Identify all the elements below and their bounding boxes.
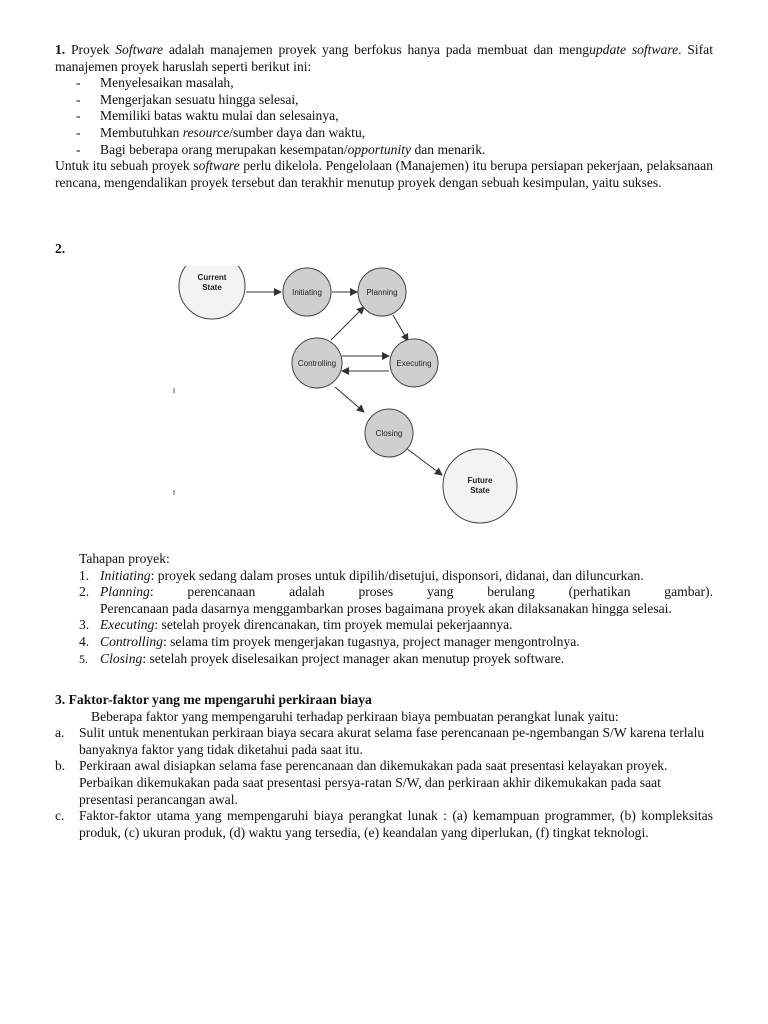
node-executing — [390, 339, 438, 387]
node-label: State — [202, 282, 222, 292]
node-label: Initiating — [292, 287, 322, 297]
section2-number: 2. — [55, 241, 66, 257]
list-item: 2. Planning: perencanaan adalah proses yang berulang (perhatikan gambar). Perencanaan pada dasarnya menggambarkan proses bagaimana proyek akan dilaksanakan hingga selesai. — [79, 584, 713, 616]
list-item: 1. Initiating: proyek sedang dalam proses untuk dipilih/disetujui, disponsori, didanai, dan diluncurkan. — [79, 567, 644, 583]
list-item: 3. Executing: setelah proyek direncanakan, tim proyek memulai pekerjaannya. — [79, 617, 513, 633]
node-initiating — [283, 268, 331, 316]
section1-intro: 1. Proyek Software adalah manajemen proyek yang berfokus hanya pada membuat dan mengupdate software. Sifat manajemen proyek haruslah seperti berikut ini: — [55, 42, 713, 74]
list-item: 4. Controlling: selama tim proyek mengerjakan tugasnya, project manager mengontrolnya. — [79, 633, 580, 649]
cost-factors-list — [55, 725, 713, 841]
tahapan-title: Tahapan proyek: — [79, 550, 170, 566]
node-future-state — [443, 449, 517, 523]
arrow-planning-to-executing — [393, 315, 408, 341]
section1-closing: Untuk itu sebuah proyek software perlu dikelola. Pengelolaan (Manajemen) itu berupa persiapan pekerjaan, pelaksanaan rencana, mengendalikan proyek tersebut dan terakhir menutup proyek dengan sebuah kesimpulan, yaitu sukses. — [55, 158, 713, 190]
list-item: - Bagi beberapa orang merupakan kesempatan/opportunity dan menarik. — [55, 142, 713, 159]
node-label: Current — [197, 272, 227, 282]
arrow-closing-to-future — [406, 448, 442, 475]
node-current-state — [179, 266, 245, 319]
properties-list — [55, 75, 713, 158]
list-item: - Membutuhkan resource/sumber daya dan waktu, — [55, 125, 713, 142]
arrow-controlling-to-closing — [335, 387, 364, 412]
section3-intro: Beberapa faktor yang mempengaruhi terhadap perkiraan biaya pembuatan perangkat lunak yaitu: — [91, 708, 619, 724]
node-label: Executing — [396, 358, 432, 368]
section3-title: 3. Faktor-faktor yang me mpengaruhi perkiraan biaya — [55, 692, 372, 708]
node-label: Planning — [366, 287, 398, 297]
phase-diagram-svg — [55, 266, 713, 551]
node-closing — [365, 409, 413, 457]
project-phase-diagram — [55, 266, 713, 551]
node-label: Closing — [375, 428, 403, 438]
list-item: - Memiliki batas waktu mulai dan selesainya, — [55, 108, 713, 125]
node-planning — [358, 268, 406, 316]
node-label: State — [470, 485, 490, 495]
document-page — [55, 42, 713, 841]
node-label: Controlling — [297, 358, 337, 368]
list-item: c. Faktor-faktor utama yang mempengaruhi biaya perangkat lunak : (a) kemampuan programmer, (b) kompleksitas produk, (c) ukuran produk, (d) waktu yang tersedia, (e) keandalan yang diperlukan, (f) tingkat teknologi. — [55, 808, 713, 840]
list-item: - Mengerjakan sesuatu hingga selesai, — [55, 92, 713, 109]
list-item: - Menyelesaikan masalah, — [55, 75, 713, 92]
arrow-controlling-to-planning — [331, 307, 364, 340]
list-item: b. Perkiraan awal disiapkan selama fase perencanaan dan dikemukakan pada saat presentasi kelayakan proyek. Perbaikan dikemukakan pada saat presentasi persya-ratan S/W, dan perkiraan akhir dikemukakan pada saat presentasi perancangan awal. — [55, 758, 668, 807]
list-item: 5. Closing: setelah proyek diselesaikan project manager akan menutup proyek software. — [79, 650, 565, 666]
list-item: a. Sulit untuk menentukan perkiraan biaya secara akurat selama fase perencanaan pe-ngembangan S/W karena terlalu banyaknya faktor yang tidak diketahui pada saat itu. — [55, 725, 705, 757]
phase-steps-list — [55, 568, 713, 668]
node-label: Future — [467, 475, 493, 485]
node-controlling — [292, 338, 342, 388]
